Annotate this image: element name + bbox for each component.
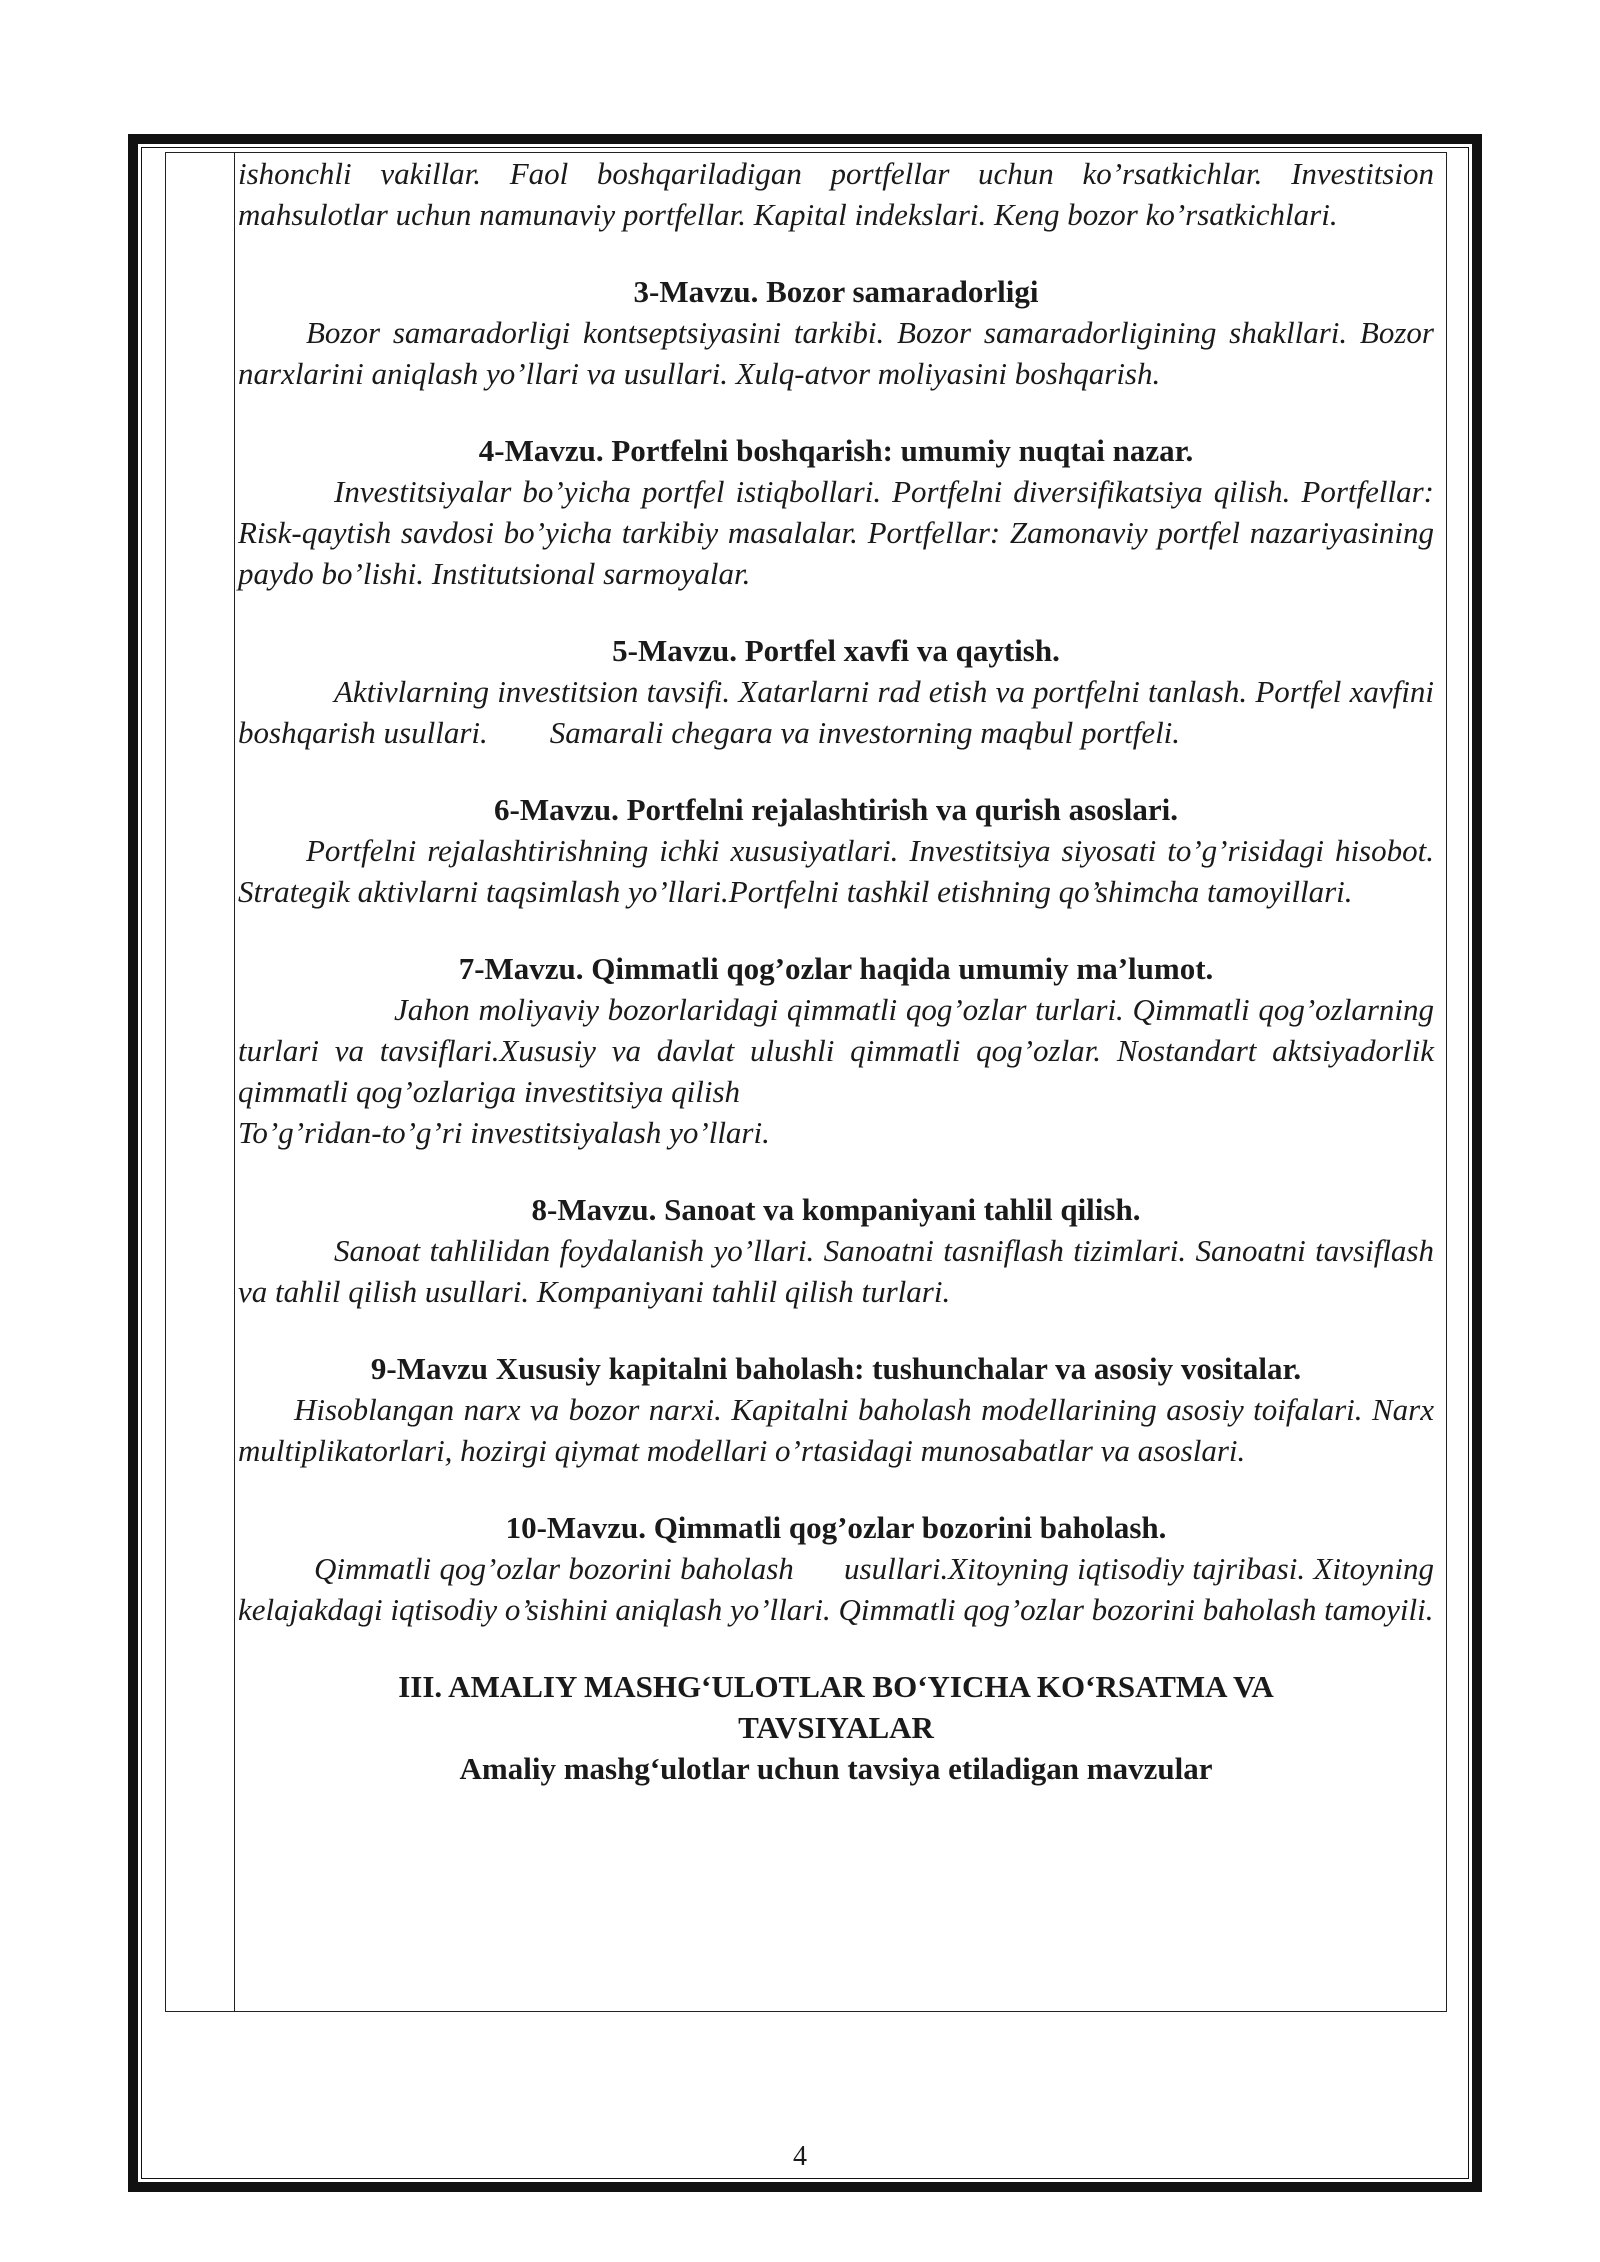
topic-4 bbox=[238, 430, 1442, 594]
topic-title: 5-Mavzu. Portfel xavfi va qaytish. bbox=[612, 633, 1060, 668]
topic-7 bbox=[238, 948, 1442, 1153]
topic-body: Jahon moliyaviy bozorlaridagi qimmatli qog’ozlar turlari. Qimmatli qog’ozlarning turlari va tavsiflari.Xususiy va davlat ulushli qimmatli qog’ozlar. Nostandart aktsiyadorlik qimmatli qog’ozlariga investitsiya qilish bbox=[238, 992, 1442, 1109]
topic-title: 6-Mavzu. Portfelni rejalashtirish va qurish asoslari. bbox=[494, 792, 1178, 827]
topic-body-extra: To’g’ridan-to’g’ri investitsiyalash yo’llari. bbox=[238, 1115, 770, 1150]
topic-title: 3-Mavzu. Bozor samaradorligi bbox=[633, 274, 1039, 309]
content-table bbox=[165, 152, 1447, 2012]
topic-5 bbox=[238, 630, 1442, 753]
topic-9 bbox=[238, 1348, 1442, 1471]
topic-body: Aktivlarning investitsion tavsifi. Xatarlarni rad etish va portfelni tanlash. Portfel xavfini boshqarish usullari. Samarali chegara va investorning maqbul portfeli. bbox=[238, 674, 1442, 750]
topic-title: 4-Mavzu. Portfelni boshqarish: umumiy nuqtai nazar. bbox=[478, 433, 1194, 468]
topic-title: 10-Mavzu. Qimmatli qog’ozlar bozorini baholash. bbox=[505, 1510, 1167, 1545]
text-cell bbox=[238, 153, 1442, 1789]
topic-10 bbox=[238, 1507, 1442, 1630]
topic-title: 8-Mavzu. Sanoat va kompaniyani tahlil qilish. bbox=[531, 1192, 1141, 1227]
section-title: III. AMALIY MASHG‘ULOTLAR BO‘YICHA KO‘RSATMA VA TAVSIYALAR bbox=[398, 1669, 1274, 1745]
page-number: 4 bbox=[793, 2141, 807, 2172]
topics-list bbox=[238, 271, 1442, 1630]
topic-body: Investitsiyalar bo’yicha portfel istiqbollari. Portfelni diversifikatsiya qilish. Portfellar: Risk-qaytish savdosi bo’yicha tarkibiy masalalar. Portfellar: Zamonaviy portfel nazariyasining paydo bo’lishi. Institutsional sarmoyalar. bbox=[238, 474, 1442, 591]
topic-3 bbox=[238, 271, 1442, 394]
topic-body: Portfelni rejalashtirishning ichki xususiyatlari. Investitsiya siyosati to’g’risidagi hisobot. Strategik aktivlarni taqsimlash yo’llari.Portfelni tashkil etishning qo’shimcha tamoyillari. bbox=[238, 833, 1442, 909]
intro-paragraph: ishonchli vakillar. Faol boshqariladigan portfellar uchun ko’rsatkichlar. Investitsion mahsulotlar uchun namunaviy portfellar. Kapital indekslari. Keng bozor ko’rsatkichlari. bbox=[238, 156, 1434, 232]
topic-8 bbox=[238, 1189, 1442, 1312]
topic-6 bbox=[238, 789, 1442, 912]
topic-title: 9-Mavzu Xususiy kapitalni baholash: tushunchalar va asosiy vositalar. bbox=[370, 1351, 1302, 1386]
topic-body: Qimmatli qog’ozlar bozorini baholash usullari.Xitoyning iqtisodiy tajribasi. Xitoyning kelajakdagi iqtisodiy o’sishini aniqlash yo’llari. Qimmatli qog’ozlar bozorini baholash tamoyili. bbox=[238, 1551, 1442, 1627]
topic-body: Bozor samaradorligi kontseptsiyasini tarkibi. Bozor samaradorligining shakllari. Bozor narxlarini aniqlash yo’llari va usullari. Xulq-atvor moliyasini boshqarish. bbox=[238, 315, 1442, 391]
section-subtitle: Amaliy mashg‘ulotlar uchun tavsiya etiladigan mavzular bbox=[459, 1751, 1213, 1786]
topic-body: Sanoat tahlilidan foydalanish yo’llari. Sanoatni tasniflash tizimlari. Sanoatni tavsiflash va tahlil qilish usullari. Kompaniyani tahlil qilish turlari. bbox=[238, 1233, 1442, 1309]
section-heading bbox=[238, 1666, 1434, 1789]
topic-body: Hisoblangan narx va bozor narxi. Kapitalni baholash modellarining asosiy toifalari. Narx multiplikatorlari, hozirgi qiymat modellari o’rtasidagi munosabatlar va asoslari. bbox=[238, 1392, 1442, 1468]
topic-title: 7-Mavzu. Qimmatli qog’ozlar haqida umumiy ma’lumot. bbox=[458, 951, 1214, 986]
column-divider bbox=[234, 153, 235, 2011]
